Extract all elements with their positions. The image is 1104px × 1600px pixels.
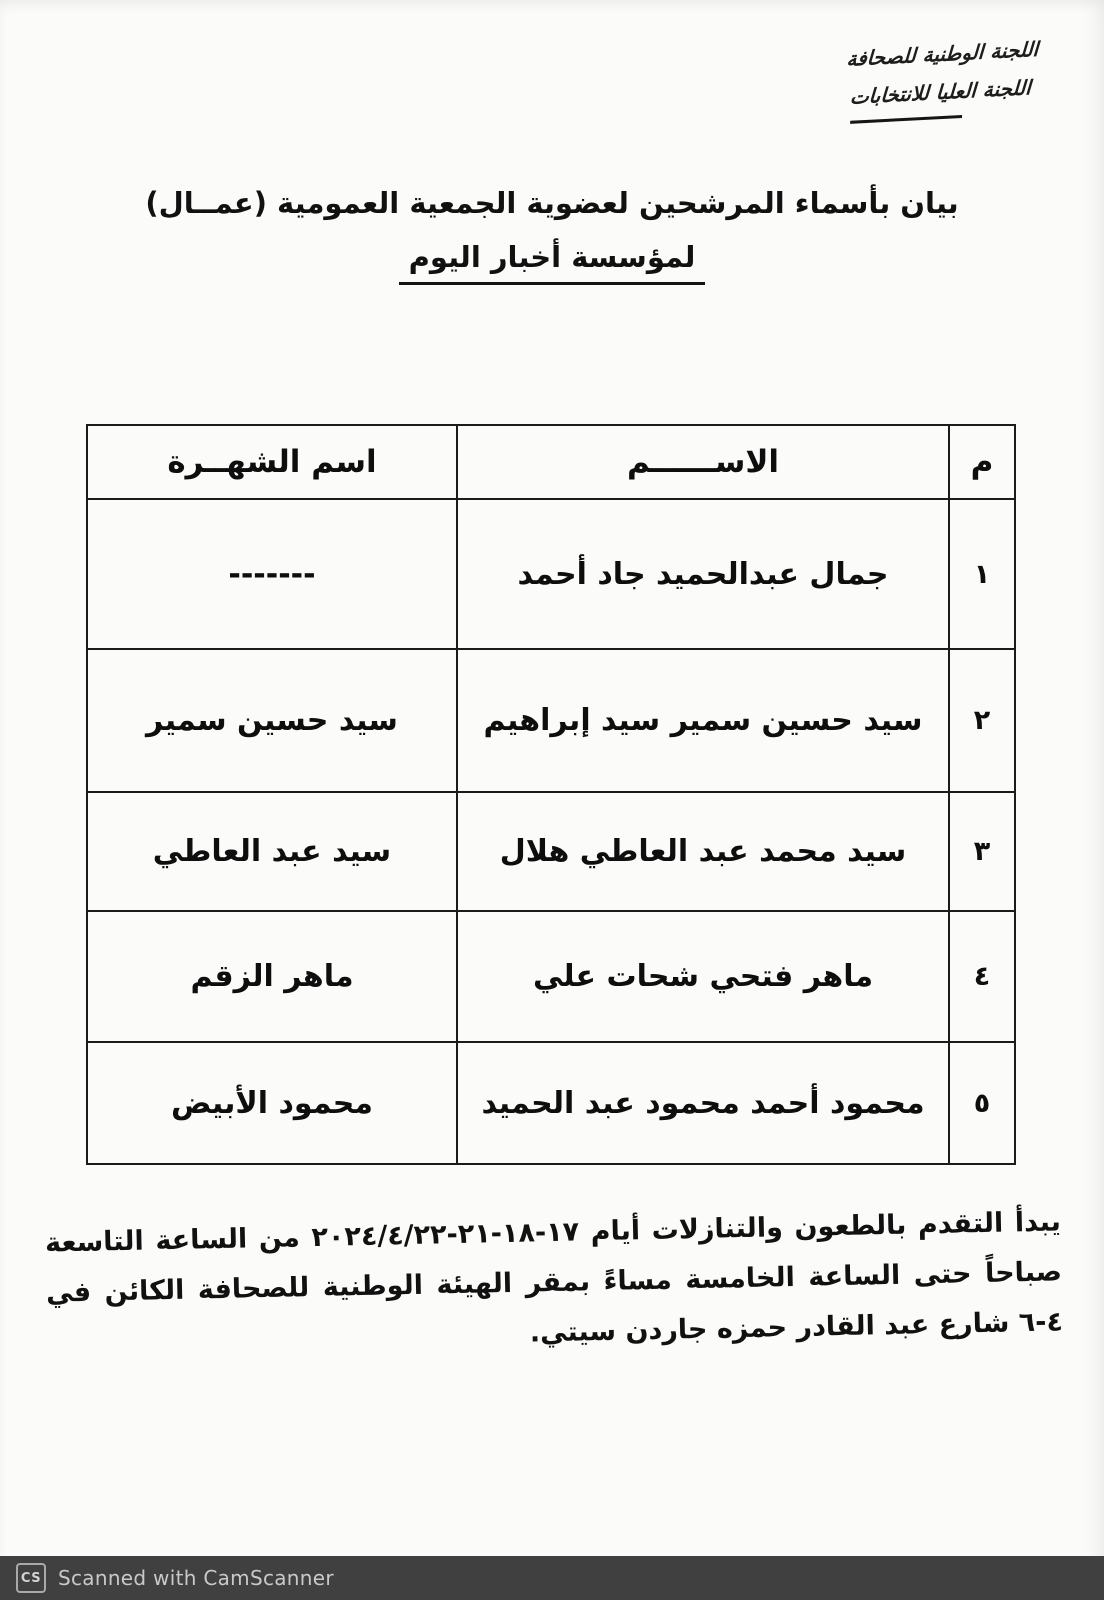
title-line-1: بيان بأسماء المرشحين لعضوية الجمعية العمومية (عمــال) [145, 186, 959, 220]
table-row [87, 499, 1015, 649]
row-index: ٤ [949, 911, 1015, 1042]
camscanner-watermark-bar [0, 1556, 1104, 1600]
row-index: ٣ [949, 792, 1015, 911]
row-name: سيد محمد عبد العاطي هلال [457, 792, 949, 911]
row-name: ماهر فتحي شحات علي [457, 911, 949, 1042]
appeals-deadline-note: يبدأ التقدم بالطعون والتنازلات أيام ١٧-١٨-٢١-٢٢‏/‏٤‏/‏٢٠٢٤ من الساعة التاسعة صباحاً حتى الساعة الخامسة مساءً بمقر الهيئة الوطنية للصحافة الكائن في ٤-٦ شارع عبد القادر حمزه جاردن سيتي. [44, 1206, 1064, 1349]
table-header-row [87, 425, 1015, 499]
stamp-underline [850, 115, 962, 124]
title-line-2-text: لمؤسسة أخبار اليوم [399, 240, 706, 285]
row-known-as: سيد عبد العاطي [87, 792, 457, 911]
table-row [87, 792, 1015, 911]
stamp-line-2: اللجنة العليا للانتخابات [849, 75, 1032, 109]
row-index: ٥ [949, 1042, 1015, 1164]
camscanner-logo-icon: CS [16, 1563, 46, 1593]
table-row [87, 1042, 1015, 1164]
candidates-table [86, 424, 1016, 1165]
row-name: جمال عبدالحميد جاد أحمد [457, 499, 949, 649]
row-known-as: ماهر الزقم [87, 911, 457, 1042]
table-row [87, 649, 1015, 792]
row-known-as: محمود الأبيض [87, 1042, 457, 1164]
stamp-line-1: اللجنة الوطنية للصحافة [845, 36, 1039, 71]
document-title [0, 186, 1104, 285]
row-name: سيد حسين سمير سيد إبراهيم [457, 649, 949, 792]
header-name: الاســــــم [457, 425, 949, 499]
row-index: ١ [949, 499, 1015, 649]
table-row [87, 911, 1015, 1042]
row-known-as: ------- [87, 499, 457, 649]
row-name: محمود أحمد محمود عبد الحميد [457, 1042, 949, 1164]
handwritten-stamp [824, 36, 1058, 125]
header-index: م [949, 425, 1015, 499]
title-line-2 [0, 240, 1104, 285]
row-index: ٢ [949, 649, 1015, 792]
row-known-as: سيد حسين سمير [87, 649, 457, 792]
header-known-as: اسم الشهــرة [87, 425, 457, 499]
camscanner-watermark-text: Scanned with CamScanner [58, 1566, 334, 1590]
